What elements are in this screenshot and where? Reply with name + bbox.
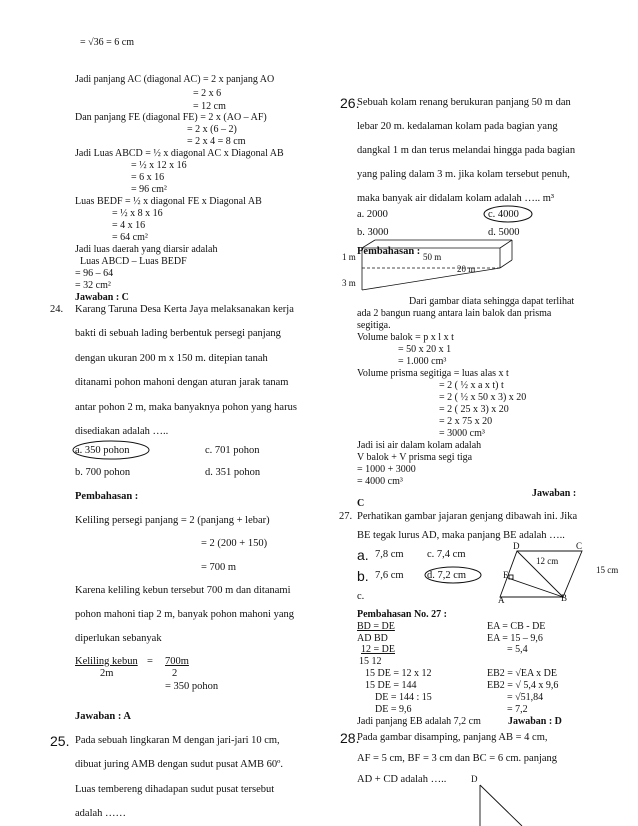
work-line: = 1.000 cm³ bbox=[398, 356, 447, 367]
text-line: = 2 x (6 – 2) bbox=[187, 124, 237, 135]
text-line: = 4 x 16 bbox=[112, 220, 146, 231]
text-line: = 96 – 64 bbox=[75, 268, 114, 279]
text-line: Luas ABCD – Luas BEDF bbox=[80, 256, 187, 267]
vertex-label-B: B bbox=[561, 593, 568, 603]
text-line: = 64 cm² bbox=[112, 232, 148, 243]
question-line: BE tegak lurus AD, maka panjang BE adalah ….. bbox=[357, 530, 565, 541]
text-line: = ½ x 8 x 16 bbox=[112, 208, 163, 219]
question-line: Sebuah kolam renang berukuran panjang 50 m dan bbox=[357, 97, 571, 108]
work-line: Volume prisma segitiga = luas alas x t bbox=[357, 368, 509, 379]
vertex-label-E: E bbox=[503, 570, 509, 580]
work-line: AD BD bbox=[357, 633, 388, 644]
work-line: = 2 ( ½ x a x t) t bbox=[439, 380, 504, 391]
option-b[interactable]: b. 700 pohon bbox=[75, 467, 131, 478]
text-line: Luas BEDF = ½ x diagonal FE x Diagonal AB bbox=[75, 196, 262, 207]
option-c[interactable]: c. 4000 bbox=[488, 209, 519, 220]
work-line: = 700 m bbox=[201, 562, 237, 573]
question-line: Karang Taruna Desa Kerta Jaya melaksanakan kerja bbox=[75, 304, 294, 315]
option-d[interactable]: d. 351 pohon bbox=[205, 467, 261, 478]
answer-circle bbox=[484, 206, 532, 222]
question-line: Pada gambar disamping, panjang AB = 4 cm, bbox=[357, 732, 548, 743]
option-a-letter[interactable]: a. bbox=[357, 547, 369, 563]
question-line: disediakan adalah ….. bbox=[75, 426, 169, 437]
question-line: AD + CD adalah ….. bbox=[357, 774, 447, 785]
text-line: Jadi panjang AC (diagonal AC) = 2 x panjang AO bbox=[75, 74, 275, 85]
work-line: = 2 ( 25 x 3) x 20 bbox=[439, 404, 509, 415]
pembahasan-label: Pembahasan : bbox=[75, 491, 139, 502]
side-ad-label: 12 cm bbox=[536, 556, 559, 566]
text-line: = 6 x 16 bbox=[131, 172, 165, 183]
work-line: = 7,2 bbox=[507, 704, 528, 715]
answer-text: Jawaban : C bbox=[75, 292, 129, 303]
pool-deep-label: 3 m bbox=[342, 278, 356, 288]
question-line: dibuat juring AMB dengan sudut pusat AMB 60º. bbox=[75, 759, 284, 770]
work-line: 15 DE = 12 x 12 bbox=[365, 668, 432, 679]
question-line: maka banyak air didalam kolam adalah ….. m³ bbox=[357, 193, 555, 204]
question-number: 27. bbox=[339, 511, 353, 522]
answer-label: Jawaban : bbox=[532, 488, 577, 499]
question-line: dangkal 1 m dan terus melandai hingga pada bagian bbox=[357, 145, 576, 156]
work-line: = 50 x 20 x 1 bbox=[398, 344, 452, 355]
triangle-figure bbox=[480, 785, 522, 826]
text-line: = 2 x 4 = 8 cm bbox=[187, 136, 246, 147]
work-line: EB2 = √ 5,4 x 9,6 bbox=[487, 680, 559, 691]
fraction-numerator: Keliling kebun bbox=[75, 656, 138, 667]
question-line: antar pohon 2 m, maka banyaknya pohon yang harus bbox=[75, 402, 297, 413]
work-line: ada 2 bangun ruang antara lain balok dan prisma bbox=[357, 308, 552, 319]
side-dc-label: 15 cm bbox=[596, 565, 619, 575]
option-d[interactable]: d. 7,2 cm bbox=[427, 570, 467, 581]
work-line: 15 12 bbox=[359, 656, 382, 667]
fraction-numerator: 700m bbox=[165, 656, 189, 667]
pool-figure bbox=[362, 240, 512, 290]
question-line: bakti di sebuah lading berbentuk persegi panjang bbox=[75, 328, 281, 339]
equals-sign: = bbox=[147, 656, 153, 667]
option-b-letter[interactable]: b. bbox=[357, 568, 369, 584]
question-line: adalah …… bbox=[75, 808, 127, 819]
work-line: V balok + V prisma segi tiga bbox=[357, 452, 473, 463]
answer-text: Jawaban : D bbox=[508, 716, 562, 727]
work-line: = 2 (200 + 150) bbox=[201, 538, 268, 549]
option-c[interactable]: c. 7,4 cm bbox=[427, 549, 466, 560]
question-number: 26. bbox=[340, 95, 360, 111]
pool-width-label: 20 m bbox=[457, 264, 476, 274]
question-line: ditanami pohon mahoni dengan aturan jarak tanam bbox=[75, 377, 289, 388]
question-number: 25. bbox=[50, 733, 70, 749]
work-line: segitiga. bbox=[357, 320, 391, 331]
work-line: BD = DE bbox=[357, 621, 395, 632]
work-line: Karena keliling kebun tersebut 700 m dan ditanami bbox=[75, 585, 291, 596]
text-line: Jadi luas daerah yang diarsir adalah bbox=[75, 244, 218, 255]
work-line: = 350 pohon bbox=[165, 681, 219, 692]
option-a[interactable]: a. 2000 bbox=[357, 209, 388, 220]
vertex-label-D: D bbox=[471, 774, 478, 784]
text-line: = 32 cm² bbox=[75, 280, 111, 291]
answer-circle bbox=[425, 567, 481, 583]
option-a[interactable]: a. 350 pohon bbox=[75, 445, 130, 456]
work-line: = 4000 cm³ bbox=[357, 476, 403, 487]
question-line: Luas tembereng dihadapan sudut pusat tersebut bbox=[75, 784, 275, 795]
question-line: Pada sebuah lingkaran M dengan jari-jari 10 cm, bbox=[75, 735, 280, 746]
work-line: = 5,4 bbox=[507, 644, 528, 655]
work-line: Jadi panjang EB adalah 7,2 cm bbox=[357, 716, 481, 727]
parallelogram-figure bbox=[500, 551, 582, 597]
question-line: dengan ukuran 200 m x 150 m. ditepian tanah bbox=[75, 353, 268, 364]
vertex-label-A: A bbox=[498, 595, 505, 605]
work-line: = 1000 + 3000 bbox=[357, 464, 416, 475]
option-b[interactable]: 7,6 cm bbox=[375, 570, 404, 581]
work-line: Keliling persegi panjang = 2 (panjang + lebar) bbox=[75, 515, 270, 526]
question-number: 24. bbox=[50, 304, 64, 315]
work-line: = 2 ( ½ x 50 x 3) x 20 bbox=[439, 392, 527, 403]
text-line: Jadi Luas ABCD = ½ x diagonal AC x Diagonal AB bbox=[75, 148, 284, 159]
question-line: Perhatikan gambar jajaran genjang dibawah ini. Jika bbox=[357, 511, 578, 522]
text-line: Dan panjang FE (diagonal FE) = 2 x (AO – AF) bbox=[75, 112, 267, 123]
work-line: = 2 x 75 x 20 bbox=[439, 416, 493, 427]
option-b[interactable]: b. 3000 bbox=[357, 227, 389, 238]
answer-circle bbox=[73, 441, 149, 459]
work-line: Jadi isi air dalam kolam adalah bbox=[357, 440, 482, 451]
work-line: Dari gambar diata sehingga dapat terlihat bbox=[409, 296, 575, 307]
fraction-denominator: 2 bbox=[172, 668, 178, 679]
pembahasan-label: Pembahasan : bbox=[357, 246, 421, 257]
text-line: = 2 x 6 bbox=[193, 88, 222, 99]
option-c[interactable]: c. 701 pohon bbox=[205, 445, 260, 456]
text-line: = ½ x 12 x 16 bbox=[131, 160, 187, 171]
work-line: pohon mahoni tiap 2 m, banyak pohon mahoni yang bbox=[75, 609, 295, 620]
text-line: = 96 cm² bbox=[131, 184, 167, 195]
work-line: EA = CB - DE bbox=[487, 621, 546, 632]
vertex-label-D: D bbox=[513, 541, 520, 551]
question-line: lebar 20 m. kedalaman kolam pada bagian yang bbox=[357, 121, 558, 132]
work-line: diperlukan sebanyak bbox=[75, 633, 162, 644]
option-d[interactable]: d. 5000 bbox=[488, 227, 520, 238]
work-line: DE = 144 : 15 bbox=[375, 692, 432, 703]
question-number: 28. bbox=[340, 730, 360, 746]
text-line: = 12 cm bbox=[193, 101, 226, 112]
work-line: DE = 9,6 bbox=[375, 704, 412, 715]
pool-shallow-label: 1 m bbox=[342, 252, 356, 262]
work-line: EB2 = √EA x DE bbox=[487, 668, 558, 679]
work-line: EA = 15 – 9,6 bbox=[487, 633, 543, 644]
vertex-label-C: C bbox=[576, 541, 583, 551]
text-line: = √36 = 6 cm bbox=[80, 37, 134, 48]
answer-letter: C bbox=[357, 498, 365, 509]
pool-length-label: 50 m bbox=[423, 252, 442, 262]
work-line: = 3000 cm³ bbox=[439, 428, 485, 439]
option-c-letter[interactable]: c. bbox=[357, 591, 365, 602]
option-a[interactable]: 7,8 cm bbox=[375, 549, 404, 560]
fraction-denominator: 2m bbox=[100, 668, 114, 679]
work-line: 12 = DE bbox=[361, 644, 395, 655]
pembahasan-label: Pembahasan No. 27 : bbox=[357, 609, 448, 620]
answer-text: Jawaban : A bbox=[75, 711, 132, 722]
question-line: yang paling dalam 3 m. jika kolam tersebut penuh, bbox=[357, 169, 570, 180]
work-line: Volume balok = p x l x t bbox=[357, 332, 454, 343]
work-line: = √51,84 bbox=[507, 692, 544, 703]
work-line: 15 DE = 144 bbox=[365, 680, 417, 691]
question-line: AF = 5 cm, BF = 3 cm dan BC = 6 cm. panjang bbox=[357, 753, 558, 764]
